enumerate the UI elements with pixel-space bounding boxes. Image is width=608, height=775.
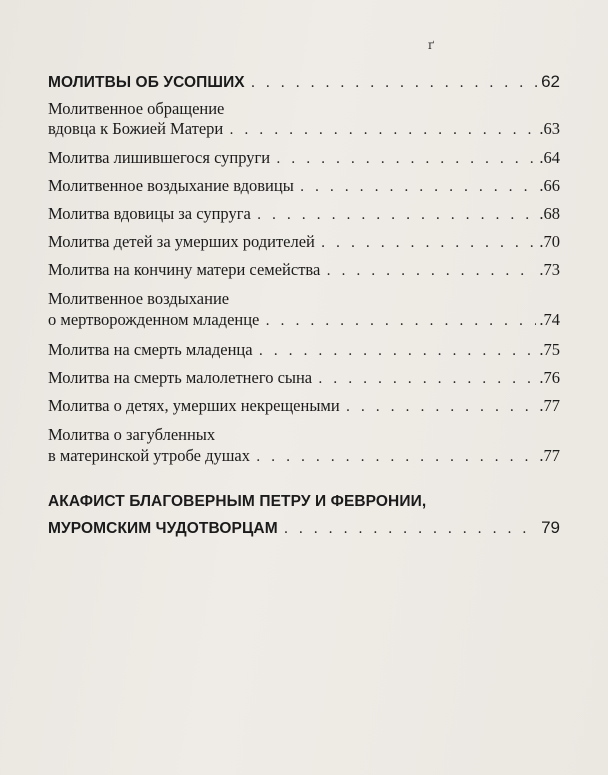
dot-leader bbox=[346, 399, 537, 415]
toc-page-number: .63 bbox=[539, 119, 560, 138]
toc-page-number: .64 bbox=[539, 148, 560, 167]
toc-page-number: .70 bbox=[539, 232, 560, 251]
toc-section-title-line1: АКАФИСТ БЛАГОВЕРНЫМ ПЕТРУ И ФЕВРОНИИ, bbox=[48, 493, 427, 510]
toc-entry bbox=[48, 368, 560, 388]
toc-entry bbox=[48, 176, 560, 196]
toc-entry-title-line2: вдовца к Божией Матери bbox=[48, 119, 224, 138]
toc-page-number: .75 bbox=[539, 340, 560, 359]
dot-leader bbox=[229, 120, 536, 140]
toc-entry-title: Молитвенное воздыхание вдовицы bbox=[48, 176, 294, 195]
toc-entry-title-line1: Молитвенное воздыхание bbox=[48, 289, 230, 308]
dot-leader bbox=[251, 75, 538, 91]
dot-leader bbox=[318, 371, 536, 387]
toc-entry-title-line1: Молитва о загубленных bbox=[48, 425, 216, 444]
toc-page-number: .77 bbox=[539, 446, 560, 465]
toc-entry bbox=[48, 99, 560, 140]
dot-leader bbox=[257, 207, 537, 223]
toc-entry-title: Молитва лишившегося супруги bbox=[48, 148, 271, 167]
dot-leader bbox=[256, 447, 536, 468]
toc-page-number: .76 bbox=[539, 368, 560, 387]
dot-leader bbox=[300, 179, 537, 195]
toc-entry-title: Молитва о детях, умерших некрещеными bbox=[48, 396, 340, 415]
dot-leader bbox=[284, 518, 538, 540]
toc-entry-title-line1: Молитвенное обращение bbox=[48, 99, 225, 118]
toc-entry bbox=[48, 260, 560, 280]
ink-speck: ґ bbox=[428, 38, 435, 52]
dot-leader bbox=[276, 151, 536, 167]
dot-leader bbox=[259, 343, 537, 359]
toc-page-number: .74 bbox=[539, 310, 560, 329]
toc-entry-title: Молитва детей за умерших родителей bbox=[48, 232, 315, 251]
toc-page-number: 79 bbox=[541, 518, 560, 537]
toc-section-title-line2: МУРОМСКИМ ЧУДОТВОРЦАМ bbox=[48, 520, 278, 537]
toc-entry-title: Молитва на смерть малолетнего сына bbox=[48, 368, 313, 387]
toc-entry bbox=[48, 424, 560, 468]
toc-entry bbox=[48, 204, 560, 224]
toc-entry bbox=[48, 396, 560, 416]
dot-leader bbox=[326, 263, 536, 279]
dot-leader bbox=[265, 311, 536, 332]
toc-entry bbox=[48, 148, 560, 168]
toc-page-number: .77 bbox=[539, 396, 560, 415]
table-of-contents bbox=[48, 72, 560, 540]
toc-page-number: .73 bbox=[539, 260, 560, 279]
toc-entry-title-line2: в материнской утробе душах bbox=[48, 446, 251, 465]
toc-entry-title: Молитва на кончину матери семейства bbox=[48, 260, 321, 279]
toc-entry-title: Молитва на смерть младенца bbox=[48, 340, 253, 359]
toc-page-number: 62 bbox=[541, 72, 560, 91]
toc-entry bbox=[48, 340, 560, 360]
toc-entry-title: Молитва вдовицы за супруга bbox=[48, 204, 251, 223]
toc-section-usopshih bbox=[48, 72, 560, 92]
toc-section-akafist bbox=[48, 491, 560, 540]
toc-entry bbox=[48, 288, 560, 332]
toc-entry-title-line2: о мертворожденном младенце bbox=[48, 310, 260, 329]
toc-entry bbox=[48, 232, 560, 252]
toc-section-title: МОЛИТВЫ ОБ УСОПШИХ bbox=[48, 74, 245, 91]
toc-page-number: .68 bbox=[539, 204, 560, 223]
toc-page-number: .66 bbox=[539, 176, 560, 195]
dot-leader bbox=[321, 235, 536, 251]
